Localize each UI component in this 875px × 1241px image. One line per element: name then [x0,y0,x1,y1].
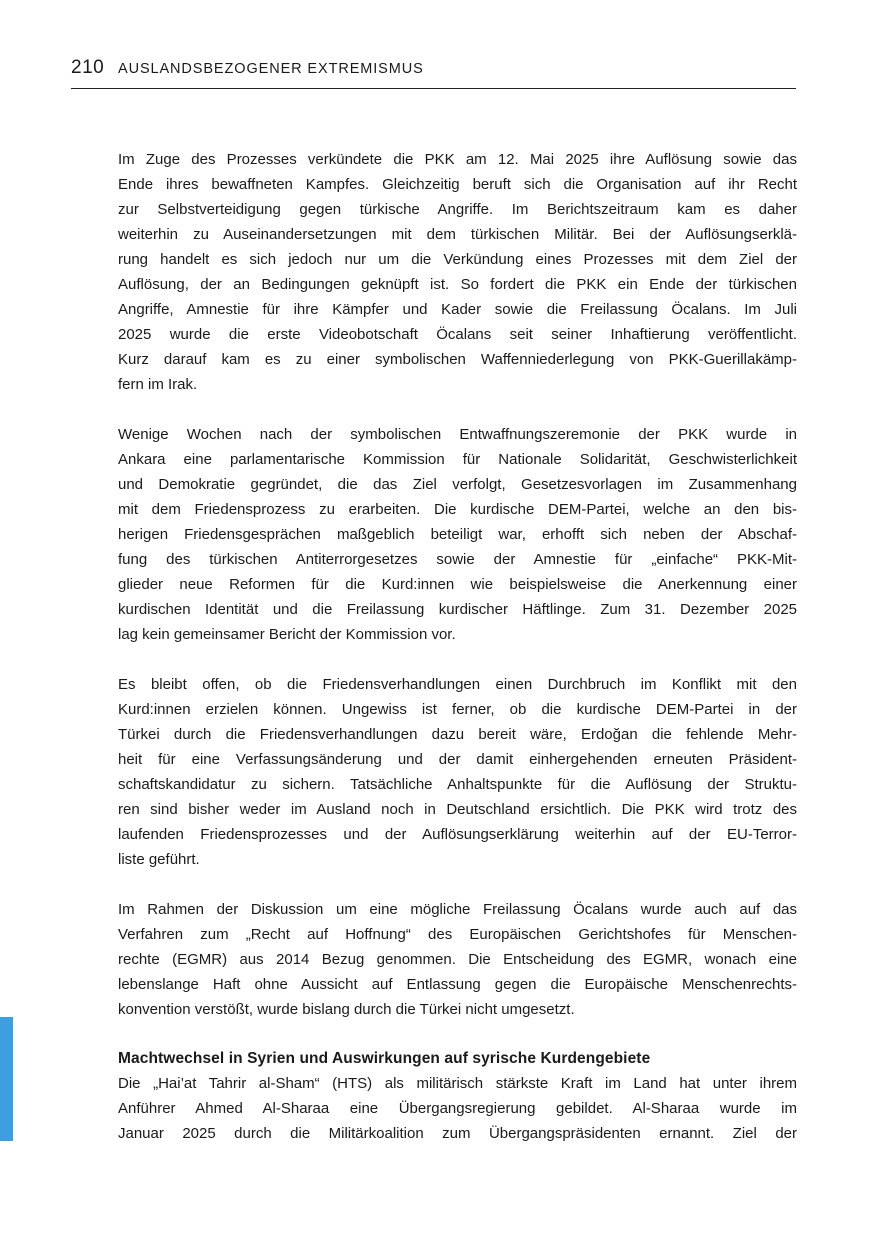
paragraph-2 [118,422,797,647]
text-line: Verfahren zum „Recht auf Hoffnung“ des Europäischen Gerichtshofes für Menschen- [118,926,797,943]
text-line: Es bleibt offen, ob die Friedensverhandlungen einen Durchbruch im Konflikt mit den [118,676,797,693]
text-line: heit für eine Verfassungsänderung und der damit einhergehenden erneuten Präsident- [118,751,797,768]
text-line: Ende ihres bewaffneten Kampfes. Gleichzeitig beruft sich die Organisation auf ihr Recht [118,176,797,193]
text-line: fung des türkischen Antiterrorgesetzes sowie der Amnestie für „einfache“ PKK-Mit- [118,551,797,568]
text-line: zur Selbstverteidigung gegen türkische Angriffe. Im Berichtszeitraum kam es daher [118,201,797,218]
text-line: Anführer Ahmed Al-Sharaa eine Übergangsregierung gebildet. Al-Sharaa wurde im [118,1100,797,1117]
text-line: und Demokratie gegründet, die das Ziel verfolgt, Gesetzesvorlagen im Zusammenhang [118,476,797,493]
text-line: mit dem Friedensprozess zu erarbeiten. Die kurdische DEM-Partei, welche an den bis- [118,501,797,518]
text-line: Kurd:innen erzielen können. Ungewiss ist ferner, ob die kurdische DEM-Partei in der [118,701,797,718]
text-line: Ankara eine parlamentarische Kommission für Nationale Solidarität, Geschwisterlichkeit [118,451,797,468]
text-line: Im Rahmen der Diskussion um eine mögliche Freilassung Öcalans wurde auch auf das [118,901,797,918]
text-line: liste geführt. [118,851,200,868]
paragraph-3 [118,672,797,872]
section-heading: Machtwechsel in Syrien und Auswirkungen auf syrische Kurdengebiete [118,1050,651,1067]
page-header [71,57,796,89]
text-line: kurdischen Identität und die Freilassung kurdischer Häftlinge. Zum 31. Dezember 2025 [118,601,797,618]
running-title: AUSLANDSBEZOGENER EXTREMISMUS [118,61,424,77]
text-line: Im Zuge des Prozesses verkündete die PKK am 12. Mai 2025 ihre Auflösung sowie das [118,151,797,168]
text-line: herigen Friedensgesprächen maßgeblich beteiligt war, erhofft sich neben der Abschaf- [118,526,797,543]
text-line: lag kein gemeinsamer Bericht der Kommission vor. [118,626,456,643]
text-line: Die „Hai’at Tahrir al-Sham“ (HTS) als militärisch stärkste Kraft im Land hat unter ihrem [118,1075,797,1092]
text-line: Januar 2025 durch die Militärkoalition zum Übergangspräsidenten ernannt. Ziel der [118,1125,797,1142]
text-line: Wenige Wochen nach der symbolischen Entwaffnungszeremonie der PKK wurde in [118,426,797,443]
text-line: 2025 wurde die erste Videobotschaft Öcalans seit seiner Inhaftierung veröffentlicht. [118,326,797,343]
text-line: Türkei durch die Friedensverhandlungen dazu bereit wäre, Erdoğan die fehlende Mehr- [118,726,797,743]
text-line: schaftskandidatur zu sichern. Tatsächliche Anhaltspunkte für die Auflösung der Struktu- [118,776,797,793]
text-line: fern im Irak. [118,376,198,393]
text-line: rung handelt es sich jedoch nur um die Verkündung eines Prozesses mit dem Ziel der [118,251,797,268]
text-line: lebenslange Haft ohne Aussicht auf Entlassung gegen die Europäische Menschenrechts- [118,976,797,993]
paragraph-4 [118,897,797,1022]
body-text [118,147,797,1146]
paragraph-1 [118,147,797,397]
text-line: Auflösung, der an Bedingungen geknüpft ist. So fordert die PKK ein Ende der türkischen [118,276,797,293]
text-line: laufenden Friedensprozesses und der Auflösungserklärung weiterhin auf der EU-Terror- [118,826,797,843]
chapter-marker-tab [0,1017,13,1141]
text-line: glieder neue Reformen für die Kurd:innen wie beispielsweise die Anerkennung einer [118,576,797,593]
page-number: 210 [71,57,105,78]
text-line: Angriffe, Amnestie für ihre Kämpfer und Kader sowie die Freilassung Öcalans. Im Juli [118,301,797,318]
section-paragraph [118,1071,797,1146]
text-line: konvention verstößt, wurde bislang durch die Türkei nicht umgesetzt. [118,1001,575,1018]
text-line: Kurz darauf kam es zu einer symbolischen Waffenniederlegung von PKK-Guerillakämp- [118,351,797,368]
text-line: ren sind bisher weder im Ausland noch in Deutschland ersichtlich. Die PKK wird trotz des [118,801,797,818]
text-line: weiterhin zu Auseinandersetzungen mit dem türkischen Militär. Bei der Auflösungserklä- [118,226,797,243]
text-line: rechte (EGMR) aus 2014 Bezug genommen. Die Entscheidung des EGMR, wonach eine [118,951,797,968]
